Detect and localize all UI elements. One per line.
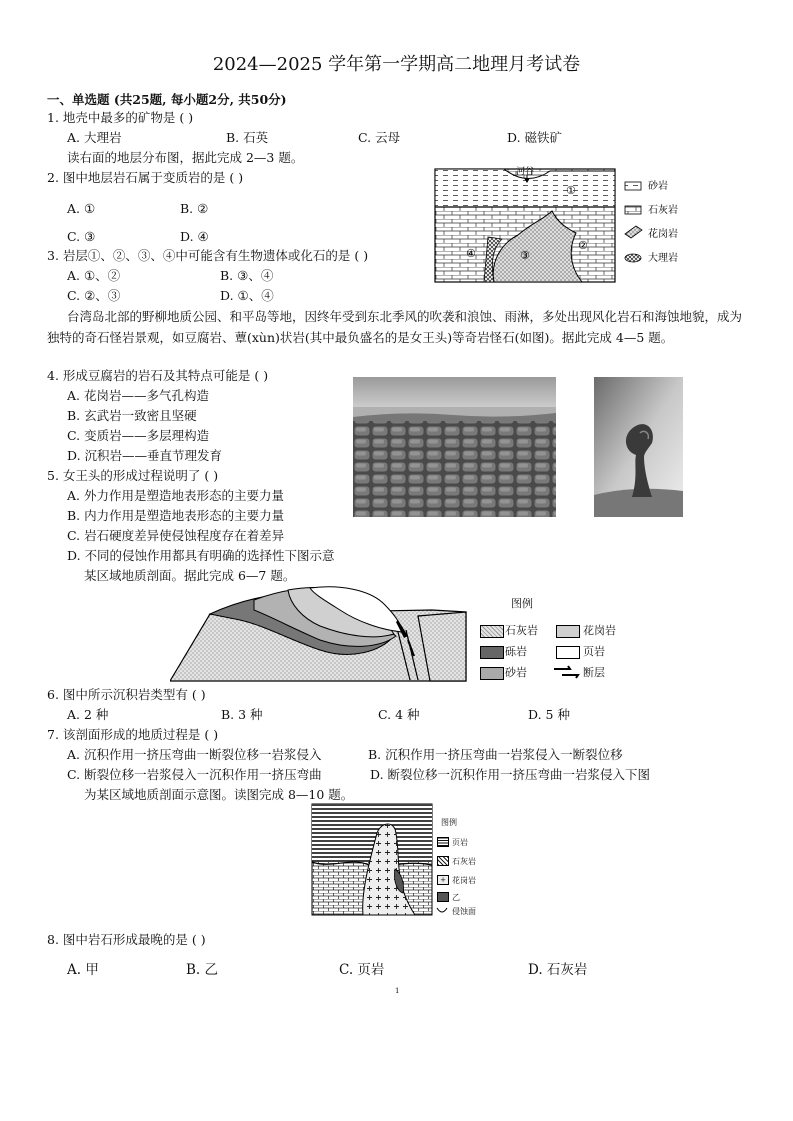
intro-8-10: 为某区域地质剖面示意图。读图完成 8—10 题。 <box>84 787 354 802</box>
regional-section-diagram <box>311 803 433 916</box>
legend-swatch-shale <box>556 646 580 659</box>
legend-swatch-granite <box>556 625 580 638</box>
q1-option-d: D. 磁铁矿 <box>507 130 563 145</box>
q3-option-c: C. ②、③ <box>67 288 121 303</box>
q8-option-c: C. 页岩 <box>339 962 385 978</box>
q6-option-d: D. 5 种 <box>528 707 570 722</box>
question-6-stem: 6. 图中所示沉积岩类型有 ( ) <box>47 687 206 702</box>
question-5-stem: 5. 女王头的形成过程说明了 ( ) <box>47 468 219 483</box>
q7-option-a: A. 沉积作用一挤压弯曲一断裂位移一岩浆侵入 <box>67 747 322 762</box>
river-valley-label: 河谷 <box>516 167 535 177</box>
legend-limestone: 石灰岩 <box>648 205 678 216</box>
q6-option-c: C. 4 种 <box>378 707 420 722</box>
legend-marble: 大理岩 <box>648 253 678 264</box>
question-4-stem: 4. 形成豆腐岩的岩石及其特点可能是 ( ) <box>47 368 269 383</box>
q8-option-a: A. 甲 <box>67 962 99 978</box>
fig3-legend-title: 图例 <box>441 818 457 827</box>
intro-4-5: 台湾岛北部的野柳地质公园、和平岛等地，因终年受到东北季风的吹袭和浪蚀、雨淋，多处出现风化岩石和海蚀地貌，成为独特的奇石怪岩景观，如豆腐岩、蕈(xùn)状岩(其中最负盛名的是女王头)等奇岩怪石(如图)。据此完成 4—5 题。 <box>47 309 743 345</box>
fig3-swatch-limestone <box>437 856 449 866</box>
q7-option-b: B. 沉积作用一挤压弯曲一岩浆侵入一断裂位移 <box>368 747 623 762</box>
legend-sandstone: 砂岩 <box>648 181 668 192</box>
q2-option-d: D. ④ <box>180 229 209 244</box>
fig3-swatch-yi <box>437 892 449 902</box>
intro-6-7: 某区域地质剖面。据此完成 6—7 题。 <box>84 568 296 583</box>
q4-option-c: C. 变质岩——多层理构造 <box>67 428 210 443</box>
q7-option-c: C. 断裂位移一岩浆侵入一沉积作用一挤压弯曲 <box>67 767 322 782</box>
fig2-legend-conglomerate: 砾岩 <box>505 645 527 658</box>
q4-option-d: D. 沉积岩——垂直节理发育 <box>67 448 223 463</box>
legend-swatch-conglomerate <box>480 646 504 659</box>
question-3-stem: 3. 岩层①、②、③、④中可能含有生物遗体或化石的是 ( ) <box>47 248 369 263</box>
q8-option-b: B. 乙 <box>186 962 219 978</box>
question-2-stem: 2. 图中地层岩石属于变质岩的是 ( ) <box>47 170 244 185</box>
page-title: 2024—2025 学年第一学期高二地理月考试卷 <box>212 54 581 75</box>
fig3-legend-granite: 花岗岩 <box>452 876 476 885</box>
fig3-legend-shale: 页岩 <box>452 838 468 847</box>
q1-option-c: C. 云母 <box>358 130 401 145</box>
fig3-legend-yi: 乙 <box>452 893 460 902</box>
q4-option-b: B. 玄武岩一致密且坚硬 <box>67 408 197 423</box>
fig2-legend-fault: 断层 <box>583 666 605 679</box>
intro-2-3: 读右面的地层分布图，据此完成 2—3 题。 <box>67 150 304 165</box>
layer-3-label: ③ <box>520 249 530 262</box>
layer-2-label: ② <box>578 239 588 252</box>
fig3-swatch-granite: + <box>437 875 449 885</box>
question-8-stem: 8. 图中岩石形成最晚的是 ( ) <box>47 932 206 947</box>
q5-option-c: C. 岩石硬度差异使侵蚀程度存在着差异 <box>67 528 285 543</box>
fault-arrow-icon <box>552 665 580 679</box>
layer-1-label: ① <box>566 184 576 197</box>
q5-option-b: B. 内力作用是塑造地表形态的主要力量 <box>67 508 285 523</box>
legend-granite: 花岗岩 <box>648 229 678 240</box>
tofu-rock-photo <box>353 377 556 517</box>
page-number: 1 <box>395 987 400 995</box>
stratum-diagram <box>432 163 702 285</box>
fig3-swatch-shale <box>437 837 449 847</box>
q7-option-d: D. 断裂位移一沉积作用一挤压弯曲一岩浆侵入下图 <box>370 767 651 782</box>
q3-option-d: D. ①、④ <box>220 288 274 303</box>
legend-swatch-limestone <box>480 625 504 638</box>
q4-option-a: A. 花岗岩——多气孔构造 <box>67 388 209 403</box>
fig2-legend-limestone: 石灰岩 <box>505 624 538 637</box>
q6-option-b: B. 3 种 <box>221 707 263 722</box>
layer-4-label: ④ <box>466 247 476 260</box>
q5-option-d: D. 不同的侵蚀作用都具有明确的选择性下图示意 <box>67 548 335 563</box>
q1-option-b: B. 石英 <box>226 130 269 145</box>
q3-option-b: B. ③、④ <box>220 268 274 283</box>
fig2-legend-granite: 花岗岩 <box>583 624 616 637</box>
fig2-legend-sandstone: 砂岩 <box>505 666 527 679</box>
q5-option-a: A. 外力作用是塑造地表形态的主要力量 <box>67 488 284 503</box>
q2-option-c: C. ③ <box>67 229 96 244</box>
section-header: 一、单选题 (共25题, 每小题2分, 共50分) <box>47 92 287 107</box>
q8-option-d: D. 石灰岩 <box>528 962 588 978</box>
q2-option-b: B. ② <box>180 201 209 216</box>
q6-option-a: A. 2 种 <box>67 707 109 722</box>
queen-head-rock-photo <box>594 377 683 517</box>
fig2-legend-title: 图例 <box>511 597 533 610</box>
erosion-surface-icon <box>436 906 448 915</box>
q1-option-a: A. 大理岩 <box>67 130 122 145</box>
question-1-stem: 1. 地壳中最多的矿物是 ( ) <box>47 110 194 125</box>
q3-option-a: A. ①、② <box>67 268 121 283</box>
fig3-legend-limestone: 石灰岩 <box>452 857 476 866</box>
fig2-legend-shale: 页岩 <box>583 645 605 658</box>
legend-swatch-sandstone <box>480 667 504 680</box>
q2-option-a: A. ① <box>67 201 96 216</box>
question-7-stem: 7. 该剖面形成的地质过程是 ( ) <box>47 727 219 742</box>
fig3-legend-erosion-surface: 侵蚀面 <box>452 907 476 916</box>
